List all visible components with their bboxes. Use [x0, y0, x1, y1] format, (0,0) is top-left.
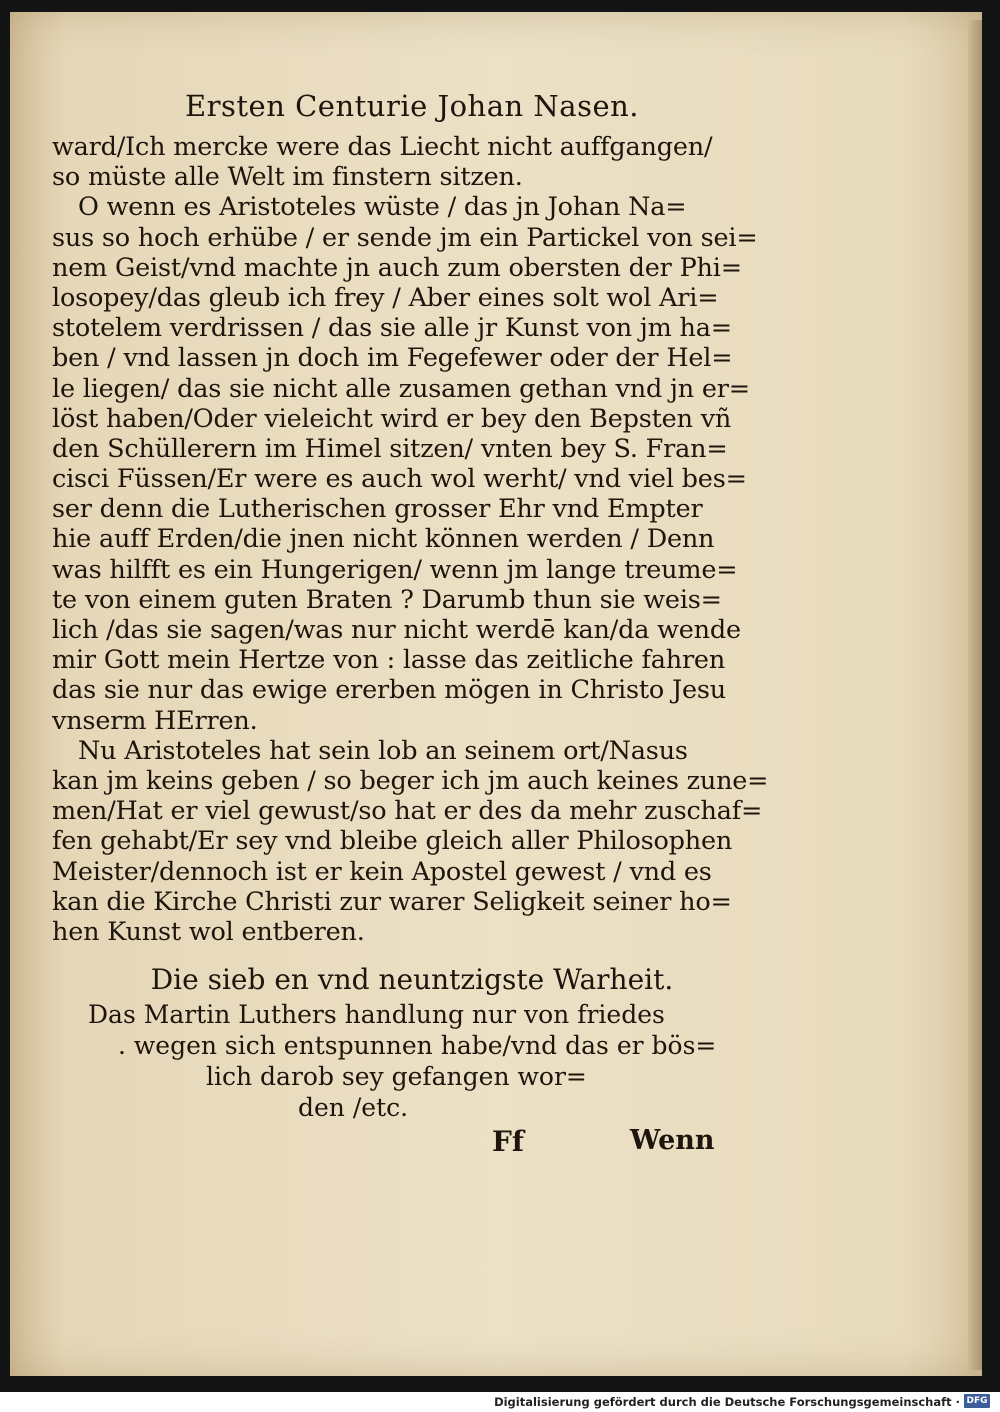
- signature-mark: Ff: [492, 1125, 524, 1159]
- subheading-line: lich darob sey gefangen wor=: [206, 1062, 587, 1092]
- text-line: hen Kunst wol entberen.: [52, 916, 365, 947]
- page-text: [52, 84, 769, 1165]
- text-line: cisci Füssen/Er were es auch wol werht/ vnd viel bes=: [52, 464, 747, 495]
- digitization-footer: [0, 1392, 1000, 1412]
- section-subheading: [52, 999, 732, 1123]
- text-line: kan jm keins geben / so beger ich jm auch keines zune=: [52, 765, 769, 796]
- text-line: ward/Ich mercke were das Liecht nicht auffgangen/: [52, 132, 713, 162]
- text-line: den Schüllerern im Himel sitzen/ vnten bey S. Fran=: [52, 433, 728, 464]
- text-line: O wenn es Aristoteles wüste / das jn Johan Na=: [78, 192, 687, 223]
- text-line: lich /das sie sagen/was nur nicht werdē kan/da wende: [52, 615, 741, 645]
- dfg-logo-icon: DFG: [964, 1394, 990, 1408]
- text-line: losopey/das gleub ich frey / Aber eines solt wol Ari=: [52, 282, 719, 313]
- text-line: hie auff Erden/die jnen nicht können werden / Denn: [52, 524, 715, 555]
- text-line: vnserm HErren.: [52, 705, 258, 736]
- text-line: Meister/dennoch ist er kein Apostel gewest / vnd es: [52, 856, 712, 887]
- page-edge: [968, 20, 982, 1370]
- running-head: Ersten Centurie Johan Nasen.: [184, 89, 640, 123]
- text-line: so müste alle Welt im finstern sitzen.: [52, 162, 523, 193]
- text-line: löst haben/Oder vieleicht wird er bey den Bepsten vñ: [52, 403, 732, 434]
- text-line: ser denn die Lutherischen grosser Ehr vnd Empter: [52, 494, 703, 525]
- paragraph-3: [52, 735, 769, 947]
- subheading-line: den /etc.: [298, 1093, 409, 1123]
- subheading-line: Das Martin Luthers handlung nur von friedes: [88, 1000, 665, 1030]
- text-line: kan die Kirche Christi zur warer Seligkeit seiner ho=: [52, 886, 732, 917]
- text-line: te von einem guten Braten ? Darumb thun sie weis=: [52, 584, 722, 615]
- paragraph-1: [52, 132, 732, 192]
- text-line: le liegen/ das sie nicht alle zusamen gethan vnd jn er=: [52, 373, 750, 404]
- paragraph-2: [52, 192, 758, 736]
- text-line: ben / vnd lassen jn doch im Fegefewer oder der Hel=: [52, 343, 733, 374]
- page-footer-marks: [52, 1125, 732, 1165]
- text-line: Nu Aristoteles hat sein lob an seinem ort/Nasus: [78, 735, 688, 766]
- text-line: was hilfft es ein Hungerigen/ wenn jm lange treume=: [52, 554, 738, 585]
- text-line: mir Gott mein Hertze von : lasse das zeitliche fahren: [52, 645, 726, 676]
- text-line: sus so hoch erhübe / er sende jm ein Partickel von sei=: [52, 222, 758, 253]
- text-line: nem Geist/vnd machte jn auch zum obersten der Phi=: [52, 252, 742, 283]
- text-line: men/Hat er viel gewust/so hat er des da mehr zuschaf=: [52, 796, 763, 827]
- catchword: Wenn: [630, 1125, 715, 1157]
- subheading-line: . wegen sich entspunnen habe/vnd das er bös=: [118, 1031, 717, 1061]
- text-line: stotelem verdrissen / das sie alle jr Kunst von jm ha=: [52, 313, 732, 344]
- text-line: das sie nur das ewige ererben mögen in Christo Jesu: [52, 675, 726, 706]
- text-line: fen gehabt/Er sey vnd bleibe gleich aller Philosophen: [52, 826, 733, 857]
- section-heading: Die sieb en vnd neuntzigste Warheit.: [150, 963, 674, 997]
- footer-credit: Digitalisierung gefördert durch die Deutsche Forschungsgemeinschaft ·: [494, 1395, 960, 1409]
